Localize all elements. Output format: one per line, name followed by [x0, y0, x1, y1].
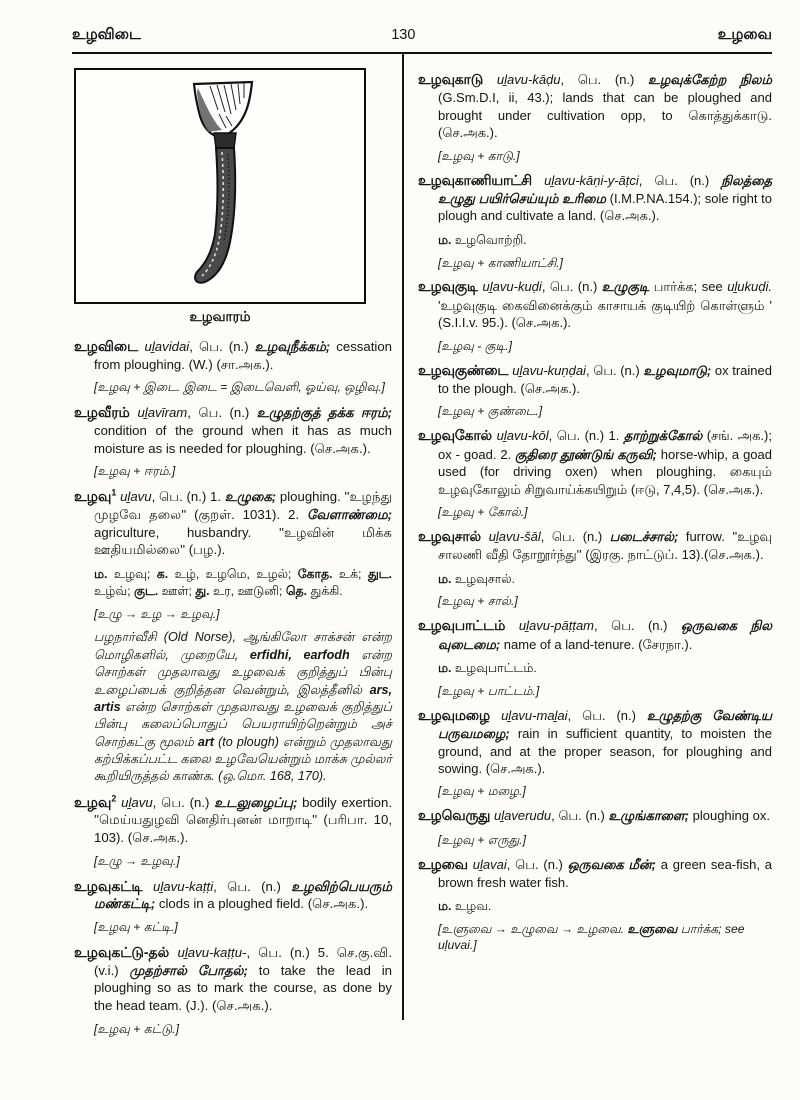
entry-ulavu-pattam: உழவுபாட்டம் uḻavu-pāṭṭam, பெ. (n.) ஒருவகை நில வுடைமை; name of a land-tenure. (சேரநா.).	[418, 618, 772, 652]
etymology-ulavu-2: [உழு → உழவு.]	[94, 853, 180, 868]
page-number: 130	[391, 27, 416, 43]
etymology-ulavu-malai: [உழவு + மழை.]	[438, 784, 526, 799]
entry-ulavu-1: உழவு$^1$ uḻavu, பெ. (n.) 1. உழுகை; ploughing. ''உழந்து முழவே தலை'' (குறள். 1031). 2. வேளாண்மை; agriculture, husbandry. ''உழவின் மிக்க ஊதியமில்லை'' (பழ.).	[74, 487, 393, 558]
column-right	[404, 54, 772, 1045]
figure	[74, 68, 366, 327]
etymology-ulavu-kani: [உழவு + காணியாட்சி.]	[438, 255, 563, 270]
cognates-ulavu-pattam: ம. உழவுபாட்டம்.	[438, 661, 537, 676]
entry-ulavu-kattu-tal: உழவுகட்டு-தல் uḻavu-kaṭṭu-, பெ. (n.) 5. செ.கு.வி. (v.i.) முதற்சால் போதல்; to take the lead in ploughing so as to mark the course, as done by the head team. (J.). (செ.அக.).	[74, 944, 393, 1014]
entry-ulavai: உழவை uḻavai, பெ. (n.) ஒருவகை மீன்; a green sea-fish, a brown fresh water fish.	[418, 856, 773, 890]
entry-ulavidai: உழவிடை uḻavidai, பெ. (n.) உழவுநீக்கம்; cessation from ploughing. (W.) (சா.அக.).	[74, 338, 392, 372]
entry-ulaviram: உழவீரம் uḻavīram, பெ. (n.) உழுதற்குத் தக்க ஈரம்; condition of the ground when it has as much moisture as is needed for ploughing. (செ.அக.).	[74, 404, 392, 456]
etymology-ulavu-kol: [உழவு + கோல்.]	[438, 504, 528, 519]
entry-ulavu-malai: உழவுமழை uḻavu-maḻai, பெ. (n.) உழுதற்கு வேண்டிய பருவமழை; rain in sufficient quantity, to moisten the ground, and at the proper season, for ploughing and sowing. (செ.அக.).	[418, 707, 773, 776]
column-left	[72, 54, 402, 1045]
etymology-ulavu-1: [உழு → உழ → உழவு.]	[94, 606, 220, 621]
note-old-norse: பழநார்வீசி (Old Norse), ஆங்கிலோ சாக்சன் என்ற மொழிகளில், முறையே, erfidhi, earfodh என்ற சொற்கள் முதலாவது உழவைக் குறித்துப் பின்பு உழைப்பைக் குறித்தன வென்றும், இலத்தீனில் ars, artis என்ற சொற்கள் முதலாவது உழவைக் குறித்துப் பின்பு கலைப்பொதுப் பெயராயிற்றென்றும் அச் சொற்கட்கு மூலம் art (to plough) என்றும் முதலாவது கற்பிக்கப்பட்ட கலை உழவேயென்றும் மாக்சு முல்லர் கூறியிருத்தல் காண்க. (ஒ.மொ. 168, 170).	[94, 630, 392, 784]
etymology-ulavu-pattam: [உழவு + பாட்டம்.]	[438, 683, 540, 698]
etymology-ulavidai: [உழவு + இடை. இடை = இடைவெளி, ஓய்வு, ஒழிவு.]	[94, 380, 385, 395]
etymology-ulavai: [உளுவை → உழுவை → உழவை. உளுவை பார்க்க; see uḷuvai.]	[438, 922, 745, 952]
entry-ulavu-2: உழவு$^2$ uḻavu, பெ. (n.) உடலுழைப்பு; bodily exertion. ''மெய்யதுழவி னெதிர்புனன் மாறாடி'' (பரிபா. 10, 103). (செ.அக.).	[74, 793, 392, 846]
etymology-ulavu-kadu: [உழவு + காடு.]	[438, 148, 520, 163]
figure-box	[74, 68, 366, 304]
weeding-spade-illustration	[76, 70, 364, 302]
two-column-body	[72, 54, 772, 1045]
entry-ulavu-kudi: உழவுகுடி uḻavu-kuḍi, பெ. (n.) உழுகுடி பார்க்க; see uḻukuḍi. 'உழவுகுடி கைவினைக்கும் காசாயக் குடியிற் கொள்ளும் ' (S.I.I.v. 95.). (செ.அக.).	[418, 279, 772, 331]
cognates-ulavu: ம. உழவு; க. உழ், உழமெ, உழல்; கோத. உக்; துட. உழ்வ்; குட. ஊள்; து. உர, ஊடுனி; தெ. துக்கி.	[94, 567, 392, 598]
etymology-ulaverudu: [உழவு + எருது.]	[438, 832, 526, 847]
cognates-ulavai: ம. உழவ.	[438, 899, 492, 914]
etymology-ulavu-kattu: [உழவு + கட்டு.]	[94, 1021, 179, 1036]
etymology-ulavu-kundai: [உழவு + குண்டை.]	[438, 404, 543, 419]
column-right-blocks	[418, 71, 772, 954]
etymology-ulavu-katti: [உழவு + கட்டி.]	[94, 920, 178, 935]
entry-ulavu-kundai: உழவுகுண்டை uḻavu-kuṇḍai, பெ. (n.) உழவுமாடு; ox trained to the plough. (செ.அக.).	[418, 362, 772, 396]
etymology-ulavu-kudi: [உழவு - குடி.]	[438, 338, 512, 353]
cognates-ulavu-sal: ம. உழவுசால்.	[438, 571, 515, 586]
entry-ulavu-kadu: உழவுகாடு uḻavu-kāḍu, பெ. (n.) உழவுக்கேற்ற நிலம் (G.Sm.D.I, ii, 43.); lands that can be ploughed and brought under cultivation opp, to கொத்துக்காடு. (செ.அக.).	[418, 72, 772, 141]
entry-ulaverudu: உழவெருது uḻaverudu, பெ. (n.) உழுங்காளை; ploughing ox.	[418, 808, 770, 824]
entry-ulavu-sal: உழவுசால் uḻavu-šāl, பெ. (n.) படைச்சால்; furrow. ''உழவு சாலணி வீதி தோறூர்ந்து'' (இரகு. நாட்டுப். 13).(செ.அக.).	[418, 528, 772, 563]
running-head-left: உழவிடை	[72, 26, 141, 43]
entry-ulavu-kol: உழவுகோல் uḻavu-kōl, பெ. (n.) 1. தாற்றுக்கோல் (சங். அக.); ox - goad. 2. குதிரை தூண்டுங் கருவி; horse-whip, a goad used (for driving oxen) when ploughing. கையும் உழவுகோலும் சிறுவாய்க்கயிறும் (ஈடு, 7,4,5). (செ.அக.).	[418, 428, 772, 497]
figure-caption: உழவாரம்	[189, 309, 251, 324]
etymology-ulavu-sal: [உழவு + சால்.]	[438, 594, 518, 609]
etymology-ulaviram: [உழவு + ஈரம்.]	[94, 464, 176, 479]
entry-ulavu-kani-y-atci: உழவுகாணியாட்சி uḻavu-kāṇi-y-āṭci, பெ. (n.) நிலத்தை உழுது பயிர்செய்யும் உரிமை (I.M.P.NA.154.); sole right to plough and cultivate a land. (செ.அக.).	[418, 172, 772, 224]
column-left-blocks	[74, 337, 392, 1038]
running-header	[72, 26, 772, 45]
entry-ulavu-katti: உழவுகட்டி uḻavu-kaṭṭi, பெ. (n.) உழவிற்பெயரும் மண்கட்டி; clods in a ploughed field. (செ.அக.).	[74, 877, 392, 912]
running-head-right: உழவை	[717, 26, 772, 43]
cognates-ulavu-kani: ம. உழவொற்றி.	[438, 232, 527, 247]
